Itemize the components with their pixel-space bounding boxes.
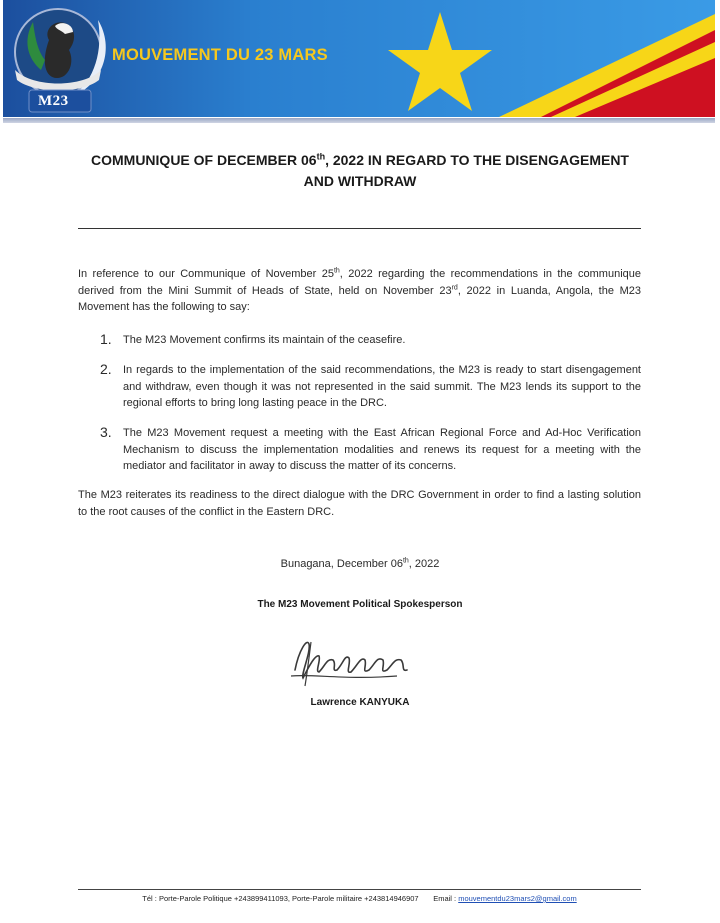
intro-paragraph bbox=[78, 266, 641, 316]
footer-email-label: Email : bbox=[433, 894, 457, 903]
intro-sup-2: rd bbox=[451, 283, 458, 291]
signer-role: The M23 Movement Political Spokesperson bbox=[257, 599, 463, 610]
org-name: MOUVEMENT DU 23 MARS bbox=[112, 46, 328, 64]
title-line1-pre: COMMUNIQUE OF DECEMBER 06 bbox=[91, 152, 317, 168]
closing-paragraph: The M23 reiterates its readiness to the direct dialogue with the DRC Government in order to find a lasting solution to the root causes of the conflict in the Eastern DRC. bbox=[78, 489, 641, 518]
logo-text: M23 bbox=[38, 93, 69, 109]
place-date-pre: Bunagana, December 06 bbox=[280, 558, 403, 570]
place-date-post: , 2022 bbox=[408, 558, 440, 570]
list-number: 2. bbox=[100, 361, 112, 377]
list-text: The M23 Movement request a meeting with the East African Regional Force and Ad-Hoc Verification Mechanism to discuss the implementation modalities and renews its request for a meeting with the mediator and facilitator in away to discuss the matter of its concerns. bbox=[123, 427, 641, 472]
place-date bbox=[200, 558, 520, 570]
place-date-sup: th bbox=[402, 557, 409, 565]
signer-name: Lawrence KANYUKA bbox=[310, 697, 410, 708]
title-divider bbox=[78, 228, 641, 229]
intro-sup-1: th bbox=[333, 267, 340, 275]
intro-text-3: , 2022 in Luanda, Angola, the M23 Movement has the following to say: bbox=[78, 284, 642, 313]
communique-title bbox=[60, 150, 660, 192]
handwritten-signature bbox=[285, 630, 425, 690]
list-item bbox=[100, 332, 641, 349]
header-banner bbox=[3, 0, 715, 117]
drc-flag-graphic bbox=[3, 0, 715, 117]
list-number: 3. bbox=[100, 424, 112, 440]
list-text: The M23 Movement confirms its maintain of the ceasefire. bbox=[123, 334, 406, 346]
list-number: 1. bbox=[100, 331, 112, 347]
intro-text-1: In reference to our Communique of November 25 bbox=[78, 268, 334, 280]
title-line1-post: , 2022 IN REGARD TO THE DISENGAGEMENT bbox=[325, 152, 629, 168]
title-line2: AND WITHDRAW bbox=[303, 173, 417, 189]
list-item bbox=[100, 425, 641, 475]
list-text: In regards to the implementation of the said recommendations, the M23 is ready to start disengagement and withdraw, even though it was not represented in the said summit. The M23 lends its support to the regional efforts to bring long lasting peace in the DRC. bbox=[123, 364, 641, 409]
footer-divider bbox=[78, 889, 641, 890]
list-item bbox=[100, 362, 641, 412]
title-line1-sup: th bbox=[316, 151, 326, 162]
footer-phones: Tél : Porte-Parole Politique +243899411093, Porte-Parole militaire +243814946907 bbox=[142, 894, 419, 903]
footer-email-link[interactable]: mouvementdu23mars2@gmail.com bbox=[458, 894, 577, 903]
footer-contact bbox=[78, 894, 641, 903]
intro-text-2: , 2022 regarding the recommendations in the communique derived from the Mini Summit of Heads of State, held on November 23 bbox=[78, 268, 641, 297]
banner-divider bbox=[3, 118, 715, 123]
